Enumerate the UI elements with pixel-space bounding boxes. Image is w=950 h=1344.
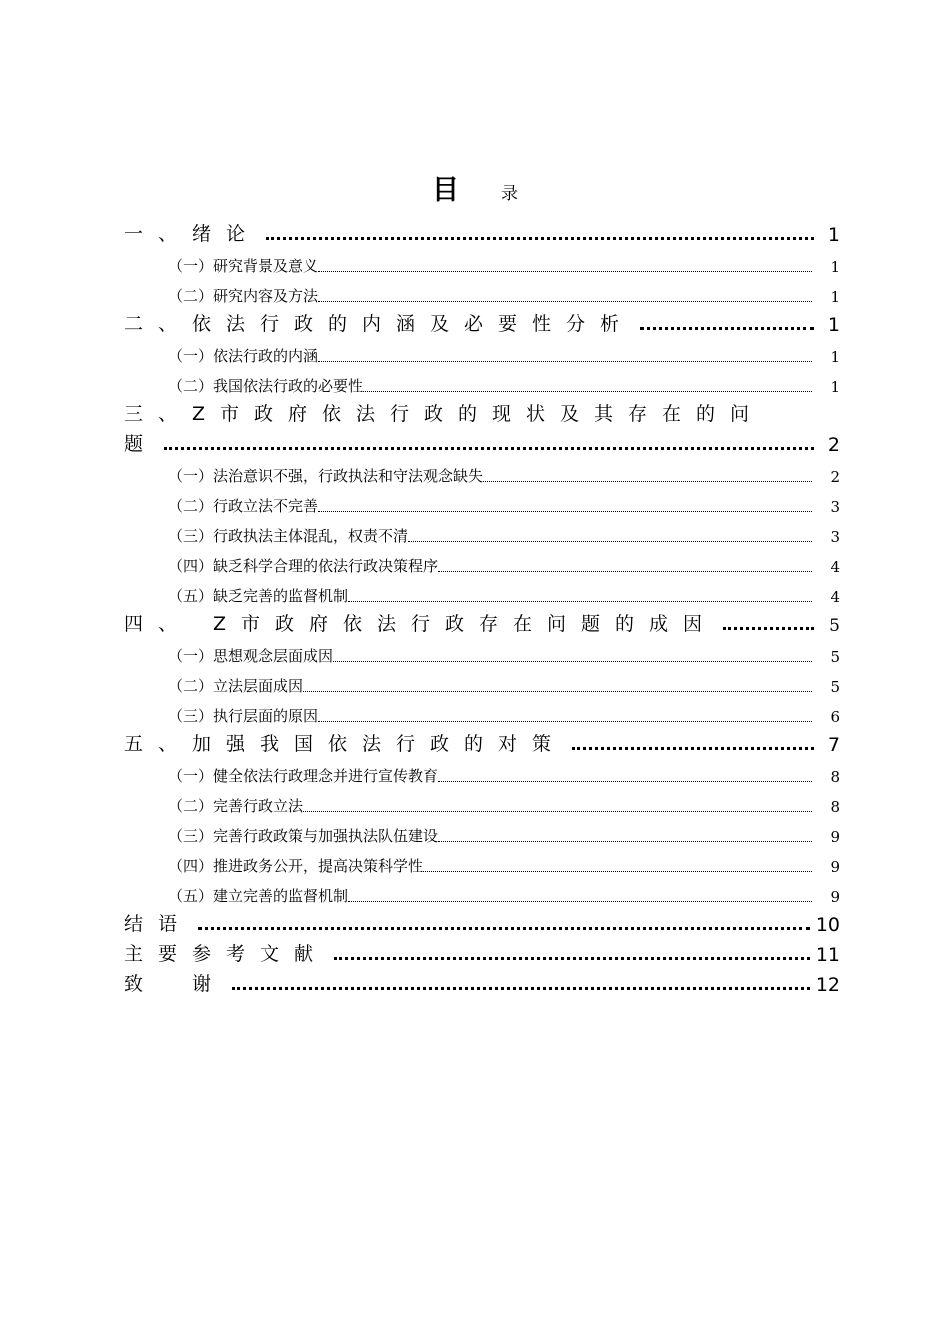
toc-subentry[interactable] bbox=[124, 786, 840, 816]
toc-entry-label: 主要参考文献 bbox=[124, 943, 329, 965]
toc-entry-page: 10 bbox=[815, 914, 840, 936]
toc-entry-first-line[interactable] bbox=[124, 396, 840, 426]
dot-leader bbox=[318, 721, 812, 722]
toc-subentry-page: 4 bbox=[830, 588, 840, 606]
toc-subentry[interactable] bbox=[124, 876, 840, 906]
dot-leader bbox=[408, 541, 812, 542]
toc-entry[interactable] bbox=[124, 936, 840, 966]
dot-leader bbox=[333, 661, 812, 662]
toc-subentry-label: （二）我国依法行政的必要性 bbox=[168, 377, 364, 395]
toc-subentry[interactable] bbox=[124, 636, 840, 666]
toc-subentry-label: （四）缺乏科学合理的依法行政决策程序 bbox=[168, 557, 439, 575]
dot-leader bbox=[640, 327, 814, 330]
dot-leader bbox=[438, 781, 812, 782]
toc-entry-label: 二、依法行政的内涵及必要性分析 bbox=[124, 313, 635, 335]
toc-entry[interactable] bbox=[124, 966, 840, 996]
toc-subentry-page: 2 bbox=[830, 468, 840, 486]
dot-leader bbox=[334, 957, 810, 960]
toc-subentry-page: 3 bbox=[830, 498, 840, 516]
toc-title bbox=[0, 168, 950, 207]
toc-subentry-page: 1 bbox=[830, 288, 840, 306]
toc-entry-label: 致 谢 bbox=[124, 973, 227, 995]
toc-entry-label: 五、加强我国依法行政的对策 bbox=[124, 733, 567, 755]
toc-entry[interactable] bbox=[124, 306, 840, 336]
toc-subentry-page: 4 bbox=[830, 558, 840, 576]
dot-leader bbox=[723, 627, 814, 630]
toc-subentry[interactable] bbox=[124, 756, 840, 786]
dot-leader bbox=[438, 841, 812, 842]
toc-subentry-label: （二）研究内容及方法 bbox=[168, 287, 319, 305]
toc-subentry-label: （三）行政执法主体混乱，权责不清 bbox=[168, 527, 409, 545]
dot-leader bbox=[266, 237, 814, 240]
dot-leader bbox=[363, 391, 812, 392]
toc-subentry-page: 1 bbox=[830, 258, 840, 276]
toc-entry-page: 12 bbox=[815, 974, 840, 996]
toc-entry-page: 7 bbox=[827, 734, 840, 756]
toc-subentry-label: （二）行政立法不完善 bbox=[168, 497, 319, 515]
toc-subentry-label: （五）缺乏完善的监督机制 bbox=[168, 587, 349, 605]
toc-subentry[interactable] bbox=[124, 696, 840, 726]
dot-leader bbox=[423, 871, 812, 872]
toc-subentry-page: 9 bbox=[830, 858, 840, 876]
toc-title-main: 目 bbox=[432, 175, 459, 206]
toc-entry[interactable] bbox=[124, 726, 840, 756]
toc-entry[interactable] bbox=[124, 906, 840, 936]
toc-subentry[interactable] bbox=[124, 336, 840, 366]
dot-leader bbox=[303, 691, 812, 692]
dot-leader bbox=[483, 481, 812, 482]
dot-leader bbox=[318, 271, 812, 272]
toc-entry-page: 2 bbox=[827, 434, 840, 456]
toc-entry[interactable] bbox=[124, 216, 840, 246]
toc-subentry-label: （一）法治意识不强，行政执法和守法观念缺失 bbox=[168, 467, 484, 485]
toc-subentry-label: （四）推进政务公开，提高决策科学性 bbox=[168, 857, 424, 875]
toc-subentry-page: 1 bbox=[830, 348, 840, 366]
toc-subentry-page: 3 bbox=[830, 528, 840, 546]
toc-entry-label: 一、绪论 bbox=[124, 223, 261, 245]
toc-subentry-label: （三）执行层面的原因 bbox=[168, 707, 319, 725]
toc-entry-label: 题 bbox=[124, 433, 159, 455]
toc-subentry-page: 8 bbox=[830, 768, 840, 786]
toc-subentry-page: 8 bbox=[830, 798, 840, 816]
toc-subentry[interactable] bbox=[124, 816, 840, 846]
toc-subentry-page: 5 bbox=[830, 648, 840, 666]
dot-leader bbox=[318, 301, 812, 302]
toc-subentry[interactable] bbox=[124, 246, 840, 276]
toc-subentry-label: （一）思想观念层面成因 bbox=[168, 647, 334, 665]
table-of-contents bbox=[124, 216, 840, 996]
toc-subentry-label: （五）建立完善的监督机制 bbox=[168, 887, 349, 905]
toc-entry-label: 结语 bbox=[124, 913, 193, 935]
toc-subentry[interactable] bbox=[124, 666, 840, 696]
toc-subentry-label: （一）健全依法行政理念并进行宣传教育 bbox=[168, 767, 439, 785]
dot-leader bbox=[164, 447, 814, 450]
dot-leader bbox=[198, 927, 810, 930]
toc-entry-label: 四、 Z市政府依法行政存在问题的成因 bbox=[124, 613, 718, 635]
toc-subentry-page: 5 bbox=[830, 678, 840, 696]
toc-entry-page: 1 bbox=[827, 224, 840, 246]
toc-subentry[interactable] bbox=[124, 576, 840, 606]
toc-title-sub: 录 bbox=[501, 184, 518, 204]
dot-leader bbox=[318, 361, 812, 362]
toc-entry[interactable] bbox=[124, 606, 840, 636]
dot-leader bbox=[348, 601, 812, 602]
toc-subentry-page: 1 bbox=[830, 378, 840, 396]
toc-subentry[interactable] bbox=[124, 456, 840, 486]
toc-entry-page: 5 bbox=[829, 616, 840, 636]
toc-subentry-label: （一）依法行政的内涵 bbox=[168, 347, 319, 365]
toc-entry-page: 11 bbox=[815, 944, 840, 966]
toc-subentry-label: （二）完善行政立法 bbox=[168, 797, 304, 815]
dot-leader bbox=[232, 987, 810, 990]
toc-subentry-page: 9 bbox=[830, 828, 840, 846]
toc-subentry[interactable] bbox=[124, 366, 840, 396]
toc-subentry-label: （二）立法层面成因 bbox=[168, 677, 304, 695]
toc-subentry-label: （一）研究背景及意义 bbox=[168, 257, 319, 275]
toc-entry[interactable] bbox=[124, 426, 840, 456]
toc-subentry[interactable] bbox=[124, 546, 840, 576]
toc-subentry[interactable] bbox=[124, 846, 840, 876]
toc-entry-label: 三、Z市政府依法行政的现状及其存在的问 bbox=[124, 403, 765, 425]
toc-subentry-page: 9 bbox=[830, 888, 840, 906]
dot-leader bbox=[438, 571, 812, 572]
toc-subentry[interactable] bbox=[124, 486, 840, 516]
toc-subentry-page: 6 bbox=[830, 708, 840, 726]
toc-entry-page: 1 bbox=[827, 314, 840, 336]
toc-subentry[interactable] bbox=[124, 516, 840, 546]
toc-subentry[interactable] bbox=[124, 276, 840, 306]
dot-leader bbox=[303, 811, 812, 812]
dot-leader bbox=[318, 511, 812, 512]
dot-leader bbox=[348, 901, 812, 902]
toc-subentry-label: （三）完善行政政策与加强执法队伍建设 bbox=[168, 827, 439, 845]
dot-leader bbox=[572, 747, 814, 750]
